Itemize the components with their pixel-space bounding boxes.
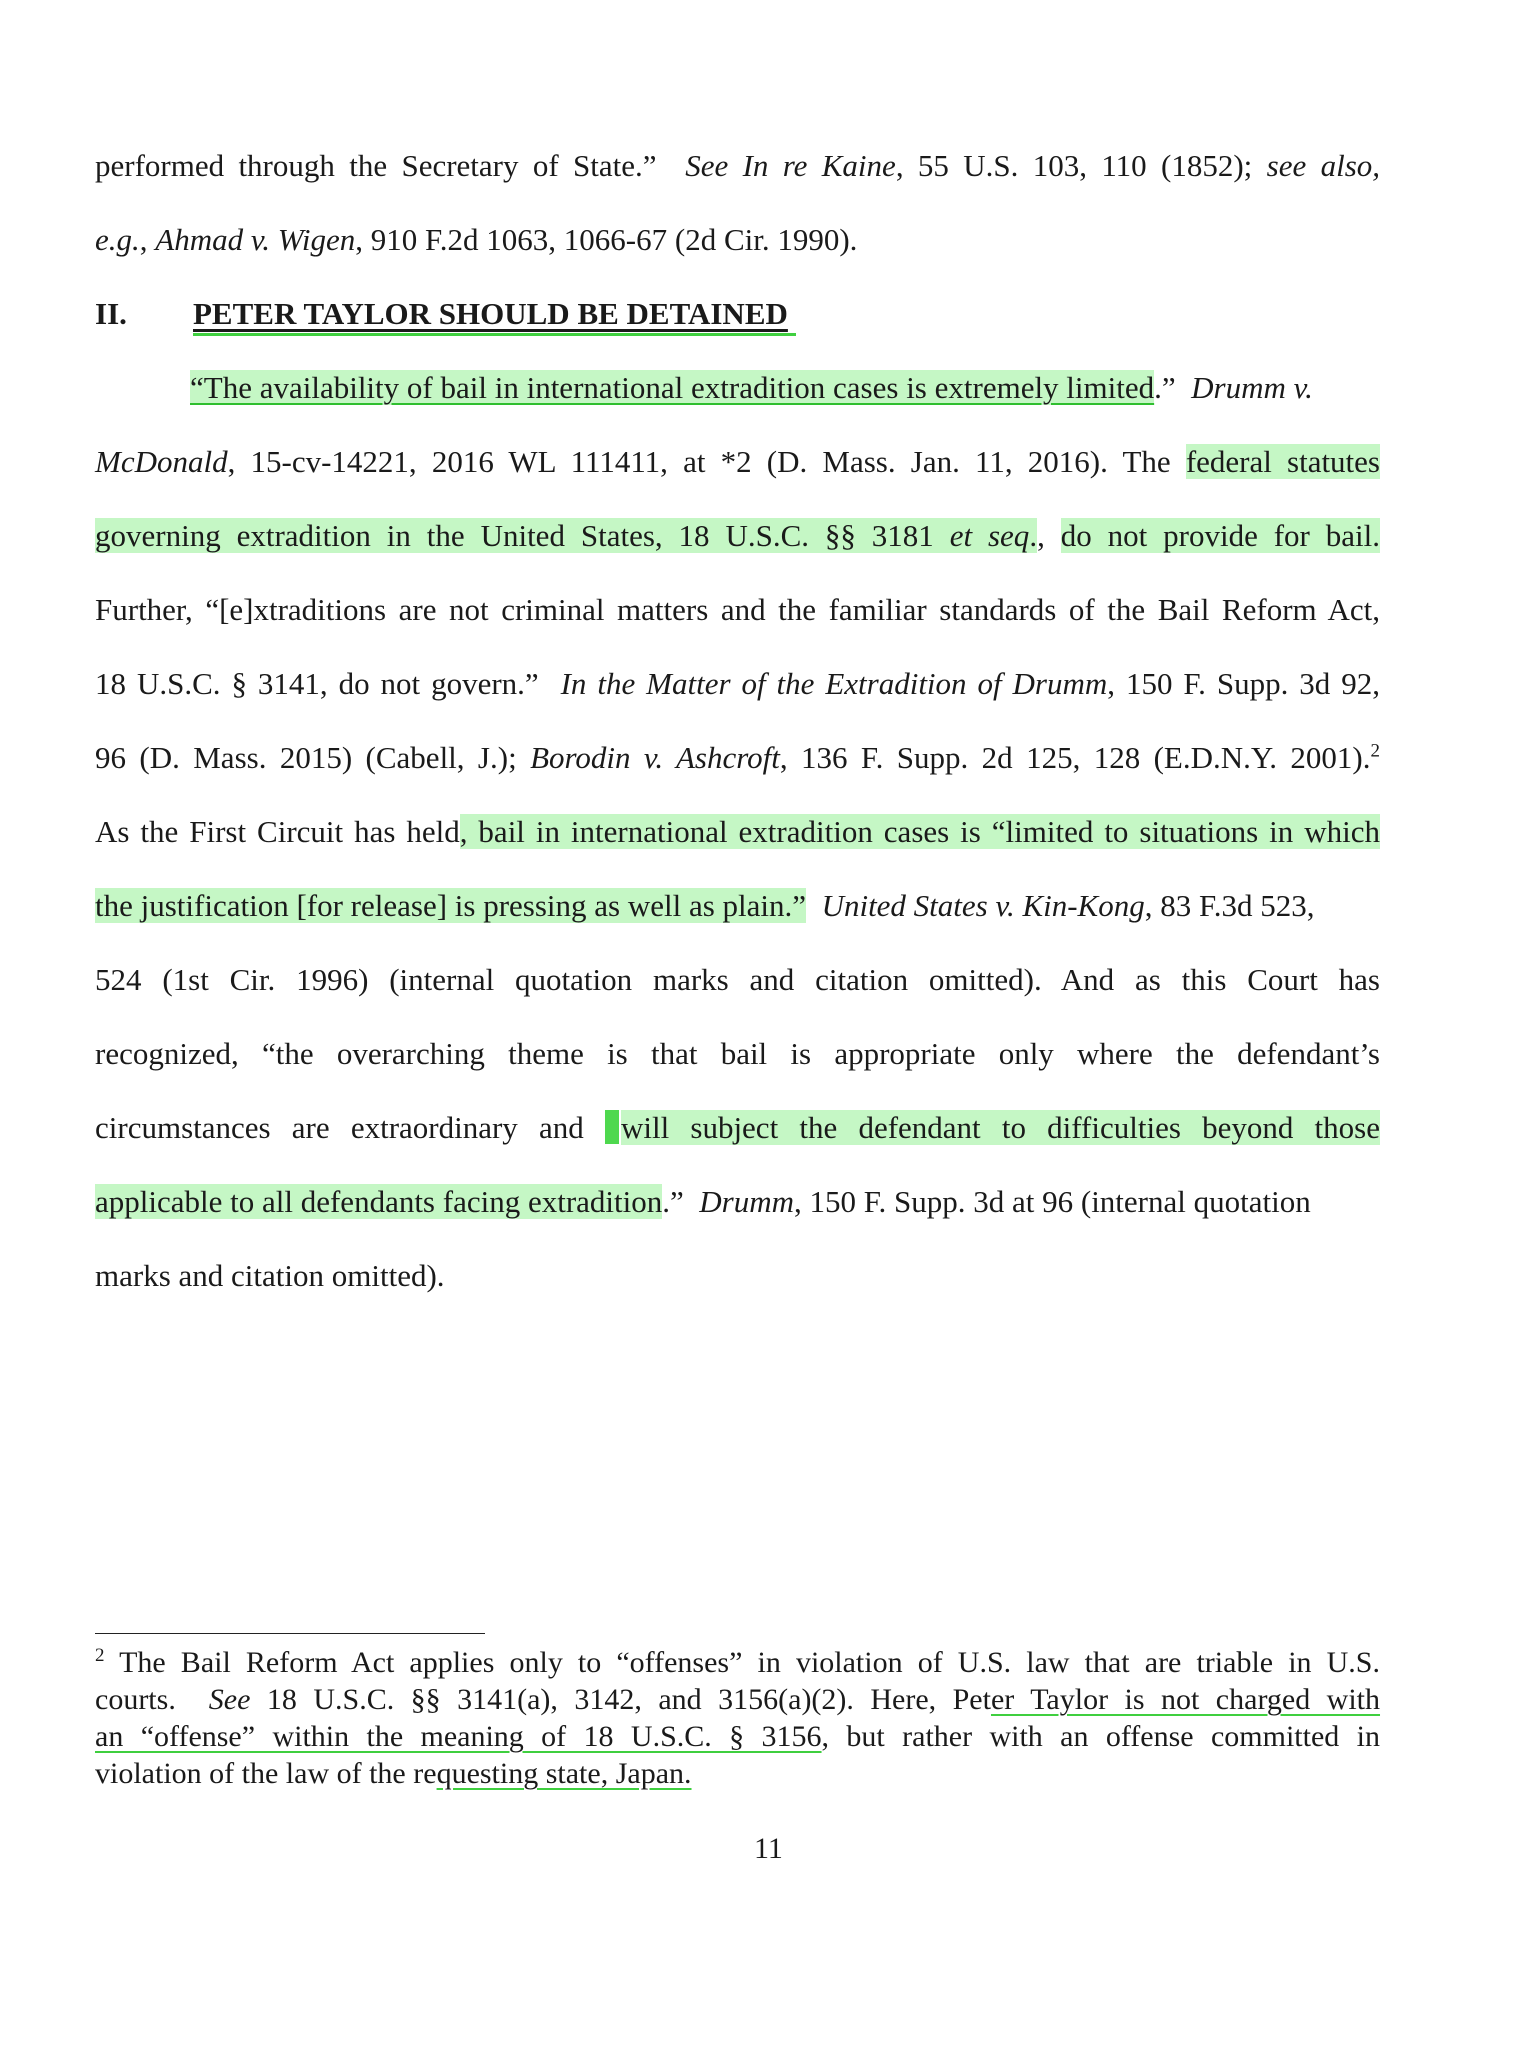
body-line-3: “The availability of bail in international extradition cases is extremely limited.” Drumm v.	[190, 370, 1313, 405]
body-line-6: Further, “[e]xtraditions are not criminal matters and the familiar standards of the Bail Reform Act,	[95, 592, 1380, 627]
body-line-4: McDonald, 15-cv-14221, 2016 WL 111411, at *2 (D. Mass. Jan. 11, 2016). The federal statutes	[95, 444, 1380, 479]
section-heading: II. PETER TAYLOR SHOULD BE DETAINED	[95, 294, 1380, 334]
section-title: PETER TAYLOR SHOULD BE DETAINED	[193, 296, 788, 331]
underline-not-charged: er Taylor is not charged with	[990, 1683, 1381, 1716]
body-line-15: marks and citation omitted).	[95, 1258, 445, 1293]
body-line-14: applicable to all defendants facing extradition.” Drumm, 150 F. Supp. 3d at 96 (internal quotation	[95, 1184, 1311, 1219]
page-number: 11	[754, 1832, 783, 1865]
highlight-no-bail: do not provide for bail.	[1060, 518, 1381, 553]
highlight-justification: the justification [for release] is pressing as well as plain.”	[95, 888, 807, 923]
body-line-7: 18 U.S.C. § 3141, do not govern.” In the Matter of the Extradition of Drumm, 150 F. Supp. 3d 92,	[95, 666, 1380, 701]
body-line-12: recognized, “the overarching theme is that bail is appropriate only where the defendant’s	[95, 1036, 1380, 1071]
highlight-applicable: applicable to all defendants facing extradition	[95, 1184, 663, 1219]
highlight-first-circuit: , bail in international extradition cases is “limited to situations in which	[459, 814, 1380, 849]
highlight-governing: governing extradition in the United States, 18 U.S.C. §§ 3181 et seq.	[95, 518, 1038, 553]
body-line-13: circumstances are extraordinary and will subject the defendant to difficulties beyond those	[95, 1110, 1380, 1145]
body-line-10: the justification [for release] is pressing as well as plain.” United States v. Kin-Kong, 83 F.3d 523,	[95, 888, 1315, 923]
highlight-statutes: federal statutes	[1185, 444, 1380, 479]
footnote-line-1: $^2$ The Bail Reform Act applies only to “offenses” in violation of U.S. law that are triable in U.S.	[95, 1645, 1380, 1679]
body-line-8: 96 (D. Mass. 2015) (Cabell, J.); Borodin v. Ashcroft, 136 F. Supp. 2d 125, 128 (E.D.N.Y. 2001).$^2$	[95, 740, 1380, 775]
footnote-marker: 2	[95, 1645, 105, 1666]
highlight-quote: “The availability of bail in international extradition cases is extremely limited	[190, 370, 1155, 405]
heading-annotation	[193, 296, 796, 336]
body-line-11: 524 (1st Cir. 1996) (internal quotation marks and citation omitted). And as this Court has	[95, 962, 1380, 997]
highlight-marker-handle	[605, 1110, 619, 1144]
body-line-5: governing extradition in the United States, 18 U.S.C. §§ 3181 et seq., do not provide for bail.	[95, 518, 1381, 553]
footnote-line-2: courts. See 18 U.S.C. §§ 3141(a), 3142, and 3156(a)(2). Here, Peter Taylor is not charged with	[95, 1683, 1381, 1716]
body-line-9: As the First Circuit has held, bail in international extradition cases is “limited to situations in which	[95, 814, 1380, 849]
highlight-difficulties: will subject the defendant to difficulties beyond those	[620, 1110, 1380, 1145]
body-line-1: performed through the Secretary of State.” See In re Kaine, 55 U.S. 103, 110 (1852); see also,	[95, 148, 1381, 183]
footnote-divider	[95, 1633, 485, 1634]
footnote-line-3: an “offense” within the meaning of 18 U.S.C. § 3156, but rather with an offense committed in	[95, 1720, 1380, 1753]
underline-offense: an “offense” within the meaning of 18 U.S.C. § 3156	[95, 1720, 822, 1753]
body-line-2: e.g., Ahmad v. Wigen, 910 F.2d 1063, 1066-67 (2d Cir. 1990).	[95, 222, 858, 257]
footnote-line-4: violation of the law of the requesting state, Japan.	[95, 1757, 692, 1790]
underline-japan: questing state, Japan.	[436, 1757, 692, 1790]
footnote-reference: 2	[1370, 740, 1380, 762]
